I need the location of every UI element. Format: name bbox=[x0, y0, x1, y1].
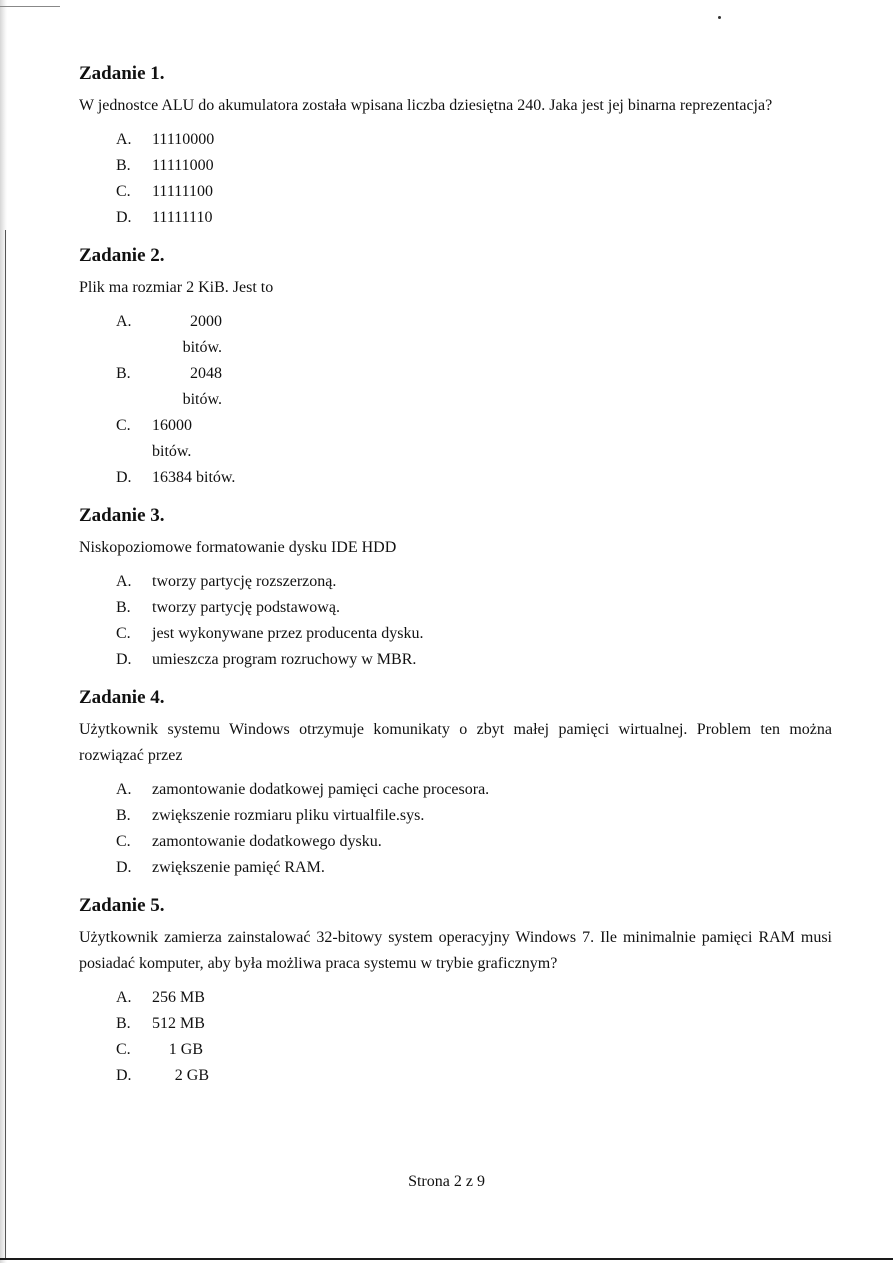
task-title: Zadanie 2. bbox=[79, 245, 165, 266]
answer-list bbox=[79, 309, 832, 491]
answer-text: 11110000 bbox=[152, 131, 215, 148]
answer-option-d bbox=[116, 647, 832, 673]
page-number: Strona 2 z 9 bbox=[408, 1173, 485, 1190]
answer-letter: C. bbox=[116, 183, 131, 200]
answer-list bbox=[79, 777, 832, 881]
task-4 bbox=[79, 686, 832, 881]
answer-option-a bbox=[116, 777, 832, 803]
answer-option-a bbox=[116, 569, 832, 595]
answer-option-c bbox=[116, 179, 832, 205]
task-title: Zadanie 3. bbox=[79, 505, 165, 526]
answer-option-c bbox=[116, 829, 832, 855]
answer-text bbox=[152, 413, 832, 465]
answer-text: zwiększenie rozmiaru pliku virtualfile.sys. bbox=[152, 807, 425, 824]
answer-letter: C. bbox=[116, 1041, 131, 1058]
answer-option-a bbox=[116, 127, 832, 153]
answer-letter: D. bbox=[116, 209, 132, 226]
answer-letter: D. bbox=[116, 1067, 132, 1084]
answer-text: jest wykonywane przez producenta dysku. bbox=[152, 625, 424, 642]
answer-option-b bbox=[116, 153, 832, 179]
answer-option-d bbox=[116, 205, 832, 231]
answer-list bbox=[79, 985, 832, 1089]
answer-text bbox=[152, 1037, 832, 1063]
answer-option-b bbox=[116, 1011, 832, 1037]
task-1 bbox=[79, 62, 832, 231]
answer-text: tworzy partycję podstawową. bbox=[152, 599, 340, 616]
answer-option-b bbox=[116, 803, 832, 829]
answer-text: 256 MB bbox=[152, 989, 205, 1006]
answer-option-c bbox=[116, 621, 832, 647]
answer-text: 16384 bitów. bbox=[152, 469, 236, 486]
answer-letter: C. bbox=[116, 833, 131, 850]
task-question: Użytkownik systemu Windows otrzymuje komunikaty o zbyt małej pamięci wirtualnej. Problem ten można rozwiązać przez bbox=[79, 721, 832, 764]
answer-letter: C. bbox=[116, 625, 131, 642]
task-question: Plik ma rozmiar 2 KiB. Jest to bbox=[79, 279, 274, 296]
answer-option-c bbox=[116, 1037, 832, 1063]
answer-text bbox=[152, 1063, 832, 1089]
task-title: Zadanie 4. bbox=[79, 687, 165, 708]
answer-text: umieszcza program rozruchowy w MBR. bbox=[152, 651, 417, 668]
answer-letter: A. bbox=[116, 781, 132, 798]
answer-letter: A. bbox=[116, 989, 132, 1006]
answer-value: 2000 bitów. bbox=[182, 313, 222, 356]
answer-text: tworzy partycję rozszerzoną. bbox=[152, 573, 337, 590]
answer-option-a bbox=[116, 985, 832, 1011]
answer-list bbox=[79, 127, 832, 231]
answer-letter: D. bbox=[116, 651, 132, 668]
answer-text: 11111100 bbox=[152, 183, 214, 200]
answer-value: 1 GB bbox=[168, 1041, 203, 1058]
answer-text: zwiększenie pamięć RAM. bbox=[152, 859, 325, 876]
answer-option-d bbox=[116, 855, 832, 881]
task-question: Niskopoziomowe formatowanie dysku IDE HDD bbox=[79, 539, 397, 556]
answer-text bbox=[152, 361, 832, 413]
answer-letter: B. bbox=[116, 157, 131, 174]
answer-letter: C. bbox=[116, 417, 131, 434]
answer-letter: D. bbox=[116, 859, 132, 876]
answer-text: 512 MB bbox=[152, 1015, 205, 1032]
answer-text: 11111000 bbox=[152, 157, 214, 174]
exam-page-content bbox=[79, 62, 832, 1102]
task-5 bbox=[79, 894, 832, 1089]
top-rule bbox=[0, 6, 60, 7]
answer-letter: D. bbox=[116, 469, 132, 486]
answer-text bbox=[152, 309, 832, 361]
answer-letter: A. bbox=[116, 313, 132, 330]
answer-letter: B. bbox=[116, 365, 131, 382]
answer-option-c bbox=[116, 413, 832, 465]
answer-list bbox=[79, 569, 832, 673]
task-title: Zadanie 1. bbox=[79, 63, 165, 84]
answer-value: 16000 bitów. bbox=[152, 417, 192, 460]
task-3 bbox=[79, 504, 832, 673]
answer-letter: B. bbox=[116, 1015, 131, 1032]
bottom-rule bbox=[0, 1258, 893, 1260]
answer-option-d bbox=[116, 1063, 832, 1089]
answer-option-a bbox=[116, 309, 832, 361]
answer-option-b bbox=[116, 361, 832, 413]
answer-option-d bbox=[116, 465, 832, 491]
answer-letter: B. bbox=[116, 807, 131, 824]
task-2 bbox=[79, 244, 832, 491]
answer-text: zamontowanie dodatkowej pamięci cache procesora. bbox=[152, 781, 490, 798]
task-title: Zadanie 5. bbox=[79, 895, 165, 916]
answer-value: 2048 bitów. bbox=[182, 365, 222, 408]
task-question: W jednostce ALU do akumulatora została wpisana liczba dziesiętna 240. Jaka jest jej binarna reprezentacja? bbox=[79, 97, 773, 114]
answer-letter: B. bbox=[116, 599, 131, 616]
answer-value: 2 GB bbox=[174, 1067, 209, 1084]
task-question: Użytkownik zamierza zainstalować 32-bitowy system operacyjny Windows 7. Ile minimalnie pamięci RAM musi posiadać komputer, aby była możliwa praca systemu w trybie graficznym? bbox=[79, 929, 832, 972]
answer-letter: A. bbox=[116, 131, 132, 148]
scan-speck bbox=[718, 16, 721, 19]
answer-letter: A. bbox=[116, 573, 132, 590]
answer-option-b bbox=[116, 595, 832, 621]
answer-text: zamontowanie dodatkowego dysku. bbox=[152, 833, 382, 850]
scan-line-left bbox=[5, 230, 6, 1260]
answer-text: 11111110 bbox=[152, 209, 213, 226]
